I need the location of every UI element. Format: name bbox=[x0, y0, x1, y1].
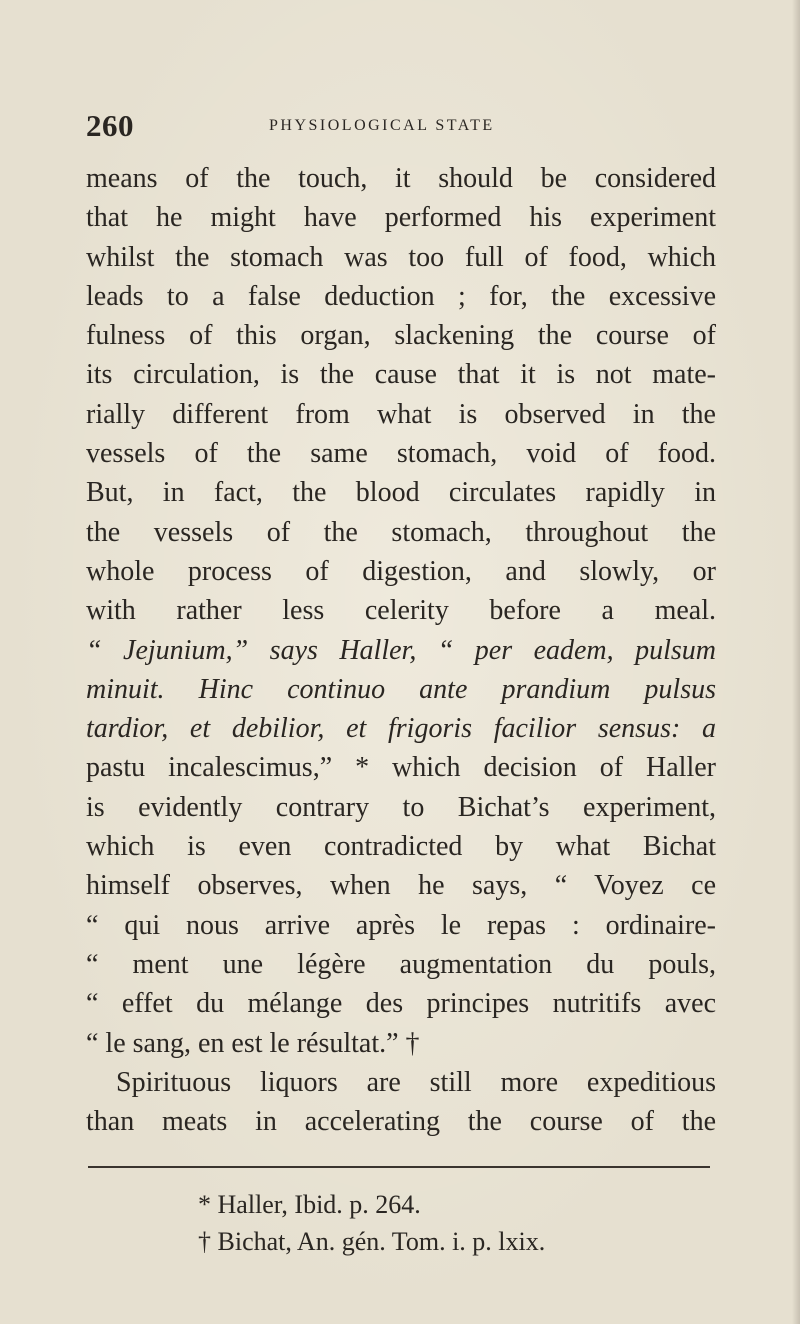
footnote: * Haller, Ibid. p. 264. bbox=[198, 1190, 421, 1219]
running-title: PHYSIOLOGICAL STATE bbox=[269, 117, 495, 134]
text-line: himself observes, when he says, “ Voyez ce bbox=[86, 870, 716, 902]
page-number: 260 bbox=[86, 108, 134, 143]
text-line: But, in fact, the blood circulates rapidly in bbox=[86, 477, 716, 509]
text-line: vessels of the same stomach, void of food. bbox=[86, 438, 716, 470]
text-line: with rather less celerity before a meal. bbox=[86, 595, 716, 627]
text-line: means of the touch, it should be considered bbox=[86, 163, 716, 194]
footnote-divider bbox=[88, 1166, 710, 1168]
text-line: minuit. Hinc continuo ante prandium pulsus bbox=[86, 673, 716, 705]
text-line: “ Jejunium,” says Haller, “ per eadem, pulsum bbox=[86, 634, 716, 666]
text-line: whilst the stomach was too full of food, which bbox=[86, 241, 716, 273]
text-line: which is even contradicted by what Bichat bbox=[86, 831, 716, 863]
text-line: “ effet du mélange des principes nutritifs avec bbox=[86, 988, 716, 1020]
page-header bbox=[86, 108, 714, 142]
text-line: “ le sang, en est le résultat.” † bbox=[86, 1027, 420, 1059]
body-text bbox=[86, 159, 716, 1141]
text-line: “ qui nous arrive après le repas : ordinaire- bbox=[86, 909, 716, 941]
text-line: tardior, et debilior, et frigoris facilior sensus: a bbox=[86, 713, 716, 745]
text-line: the vessels of the stomach, throughout the bbox=[86, 516, 716, 548]
text-line: “ ment une légère augmentation du pouls, bbox=[86, 948, 716, 980]
text-line: fulness of this organ, slackening the course of bbox=[86, 320, 716, 352]
text-line: rially different from what is observed in the bbox=[86, 398, 716, 430]
footnote: † Bichat, An. gén. Tom. i. p. lxix. bbox=[198, 1227, 546, 1256]
footnotes bbox=[198, 1186, 545, 1260]
text-line: whole process of digestion, and slowly, or bbox=[86, 555, 716, 587]
text-line: its circulation, is the cause that it is not mate- bbox=[86, 359, 716, 391]
text-line: that he might have performed his experiment bbox=[86, 202, 716, 234]
text-line: is evidently contrary to Bichat’s experiment, bbox=[86, 791, 716, 823]
text-line: than meats in accelerating the course of the bbox=[86, 1106, 716, 1138]
text-line: leads to a false deduction ; for, the excessive bbox=[86, 280, 716, 312]
text-line: pastu incalescimus,” * which decision of Haller bbox=[86, 752, 716, 784]
text-line: Spirituous liquors are still more expeditious bbox=[116, 1066, 716, 1098]
